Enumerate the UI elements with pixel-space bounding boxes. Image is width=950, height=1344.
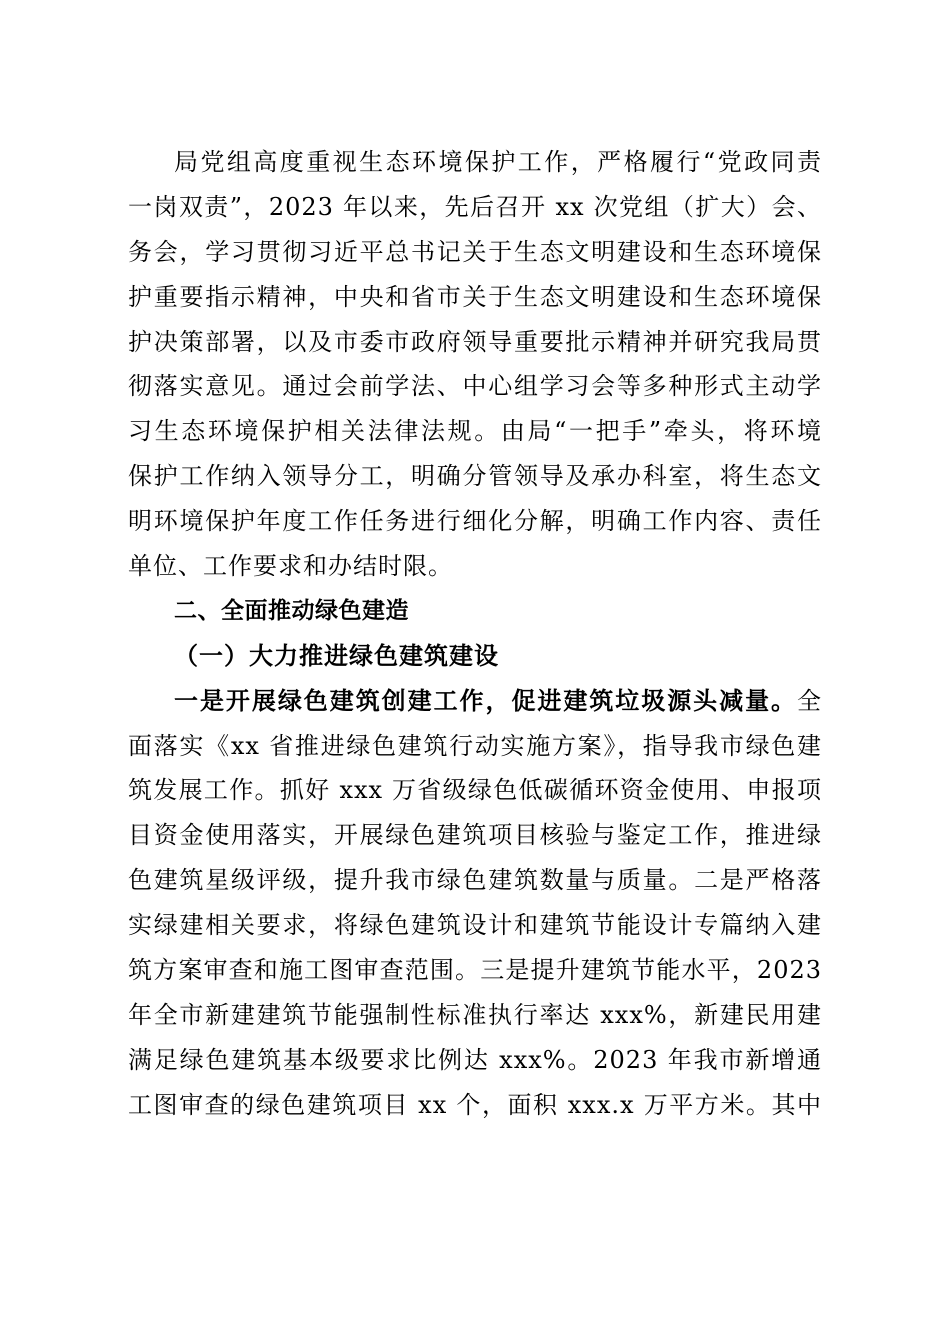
lead-sentence-bold: 一是开展绿色建筑创建工作，促进建筑垃圾源头减量。 <box>174 685 797 715</box>
text-line: 明环境保护年度工作任务进行细化分解，明确工作内容、责任 <box>128 507 822 536</box>
section-heading: 二、全面推动绿色建造 <box>174 597 409 624</box>
lead-sentence-rest: 全 <box>797 686 822 715</box>
text-line: 筑方案审查和施工图审查范围。三是提升建筑节能水平，2023 <box>128 956 822 985</box>
text-line: 局党组高度重视生态环境保护工作，严格履行“党政同责 <box>174 148 822 176</box>
text-line <box>128 679 822 724</box>
text-line: 习生态环境保护相关法律法规。由局“一把手”牵头，将环境 <box>128 417 822 446</box>
text-line: 一岗双责”，2023 年以来，先后召开 xx 次党组（扩大）会、 <box>128 192 822 221</box>
text-line: 目资金使用落实，开展绿色建筑项目核验与鉴定工作，推进绿 <box>128 821 822 850</box>
text-line: 护重要指示精神，中央和省市关于生态文明建设和生态环境保 <box>128 282 822 311</box>
document-body <box>128 140 822 1128</box>
text-line: 实绿建相关要求，将绿色建筑设计和建筑节能设计专篇纳入建 <box>128 911 822 940</box>
text-line: 保护工作纳入领导分工，明确分管领导及承办科室，将生态文 <box>128 462 822 491</box>
subsection-heading: （一）大力推进绿色建筑建设 <box>174 640 499 670</box>
text-line: 务会，学习贯彻习近平总书记关于生态文明建设和生态环境保 <box>128 237 822 266</box>
text-line: 单位、工作要求和办结时限。 <box>128 552 453 581</box>
text-line: 满足绿色建筑基本级要求比例达 xxx%。2023 年我市新增通 <box>128 1045 822 1074</box>
paragraph-party-leadership <box>128 140 822 589</box>
text-line: 色建筑星级评级，提升我市绿色建筑数量与质量。二是严格落 <box>128 866 822 895</box>
text-line: 面落实《xx 省推进绿色建筑行动实施方案》，指导我市绿色建 <box>128 731 822 760</box>
text-line: 彻落实意见。通过会前学法、中心组学习会等多种形式主动学 <box>128 372 822 401</box>
text-line: 护决策部署，以及市委市政府领导重要批示精神并研究我局贯 <box>128 327 822 356</box>
text-line: 筑发展工作。抓好 xxx 万省级绿色低碳循环资金使用、申报项 <box>128 776 822 805</box>
text-line: 年全市新建建筑节能强制性标准执行率达 xxx%，新建民用建 <box>128 1000 822 1029</box>
text-line: 工图审查的绿色建筑项目 xx 个，面积 xxx.x 万平方米。其中 <box>128 1090 822 1119</box>
paragraph-green-building <box>128 679 822 1128</box>
